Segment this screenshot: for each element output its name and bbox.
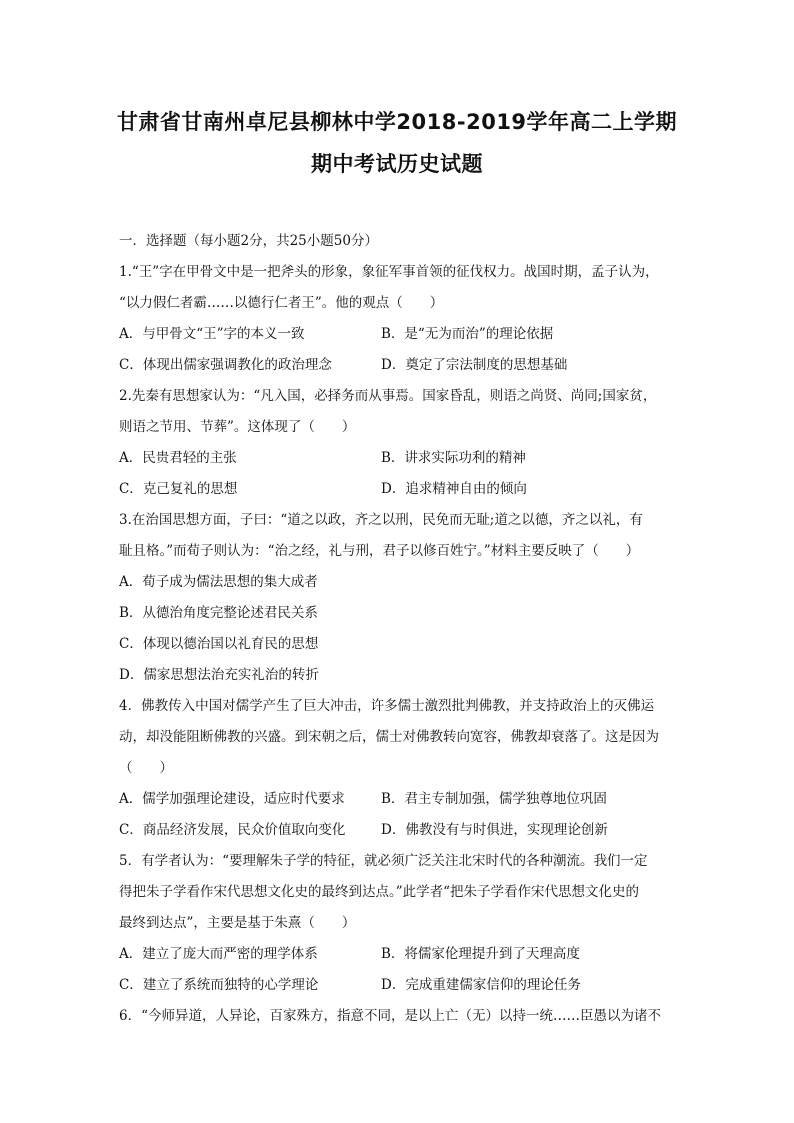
question-1-line-2: “以力假仁者霸……以德行仁者王”。他的观点（ ） xyxy=(119,295,444,311)
question-1-options-row-2 xyxy=(119,350,679,381)
document-title-line2: 期中考试历史试题 xyxy=(311,152,483,176)
option-b: B．从德治角度完整论述君民关系 xyxy=(119,605,318,621)
option-a: A．与甲骨文“王”字的本义一致 xyxy=(119,326,305,342)
option-c: C．建立了系统而独特的心学理论 xyxy=(119,977,319,993)
option-d: D．奠定了宗法制度的思想基础 xyxy=(381,357,568,373)
question-1-options-row-1 xyxy=(119,319,679,350)
question-2-line-2: 则语之节用、节葬”。这体现了（ ） xyxy=(119,419,356,435)
question-4-options-row-1 xyxy=(119,784,679,815)
question-3-line-2: 耻且格。”而荀子则认为：“治之经，礼与刑，君子以修百姓宁。”材料主要反映了（ ） xyxy=(119,543,640,559)
option-b: B．讲求实际功利的精神 xyxy=(381,450,526,466)
option-b: B．将儒家伦理提升到了天理高度 xyxy=(381,946,580,962)
option-d: D．追求精神自由的倾向 xyxy=(381,481,527,497)
option-a: A．儒学加强理论建设，适应时代要求 xyxy=(119,791,345,807)
option-d: D．儒家思想法治充实礼治的转折 xyxy=(119,667,319,683)
question-5-line-2: 得把朱子学看作宋代思想文化史的最终到达点。”此学者“把朱子学看作宋代思想文化史的 xyxy=(119,884,640,900)
question-5-line-3: 最终到达点”，主要是基于朱熹（ ） xyxy=(119,915,356,931)
option-d: D．佛教没有与时俱进，实现理论创新 xyxy=(381,822,608,838)
question-5-options-row-2 xyxy=(119,970,679,1001)
document-body xyxy=(119,226,679,1032)
question-2-options-row-1 xyxy=(119,443,679,474)
question-2-options-row-2 xyxy=(119,474,679,505)
question-4-line-1: 4．佛教传入中国对儒学产生了巨大冲击，许多儒士激烈批判佛教，并支持政治上的灭佛运 xyxy=(119,698,655,714)
question-5-line-1: 5．有学者认为：“要理解朱子学的特征，就必须广泛关注北宋时代的各种潮流。我们一定 xyxy=(119,853,648,869)
question-5-options-row-1 xyxy=(119,939,679,970)
question-1-line-1: 1.“王”字在甲骨文中是一把斧头的形象，象征军事首领的征伐权力。战国时期，孟子认为， xyxy=(119,264,659,280)
question-4-line-2: 动，却没能阻断佛教的兴盛。到宋朝之后，儒士对佛教转向宽容，佛教却衰落了。这是因为 xyxy=(119,729,659,745)
document-title-line1: 甘肃省甘南州卓尼县柳林中学2018-2019学年高二上学期 xyxy=(116,110,678,134)
option-b: B．是“无为而治”的理论依据 xyxy=(381,326,554,342)
option-c: C．体现以德治国以礼育民的思想 xyxy=(119,636,319,652)
option-c: C．克己复礼的思想 xyxy=(119,481,238,497)
question-2-line-1: 2.先秦有思想家认为：“凡入国，必择务而从事焉。国家昏乱，则语之尚贤、尚同;国家贫， xyxy=(119,388,657,404)
option-a: A．荀子成为儒法思想的集大成者 xyxy=(119,574,318,590)
option-a: A．建立了庞大而严密的理学体系 xyxy=(119,946,318,962)
section-heading: 一．选择题（每小题2分，共25小题50分） xyxy=(119,233,378,249)
option-d: D．完成重建儒家信仰的理论任务 xyxy=(381,977,581,993)
option-a: A．民贵君轻的主张 xyxy=(119,450,237,466)
question-4-options-row-2 xyxy=(119,815,679,846)
option-c: C．商品经济发展，民众价值取向变化 xyxy=(119,822,346,838)
question-6-line-1: 6．“今师异道，人异论，百家殊方，指意不同，是以上亡（无）以持一统……臣愚以为诸不 xyxy=(119,1008,661,1024)
question-3-line-1: 3.在治国思想方面，子曰：“道之以政，齐之以刑，民免而无耻;道之以德，齐之以礼，有 xyxy=(119,512,643,528)
option-b: B．君主专制加强，儒学独尊地位巩固 xyxy=(381,791,607,807)
option-c: C．体现出儒家强调教化的政治理念 xyxy=(119,357,332,373)
question-4-line-3: （ ） xyxy=(119,760,173,776)
